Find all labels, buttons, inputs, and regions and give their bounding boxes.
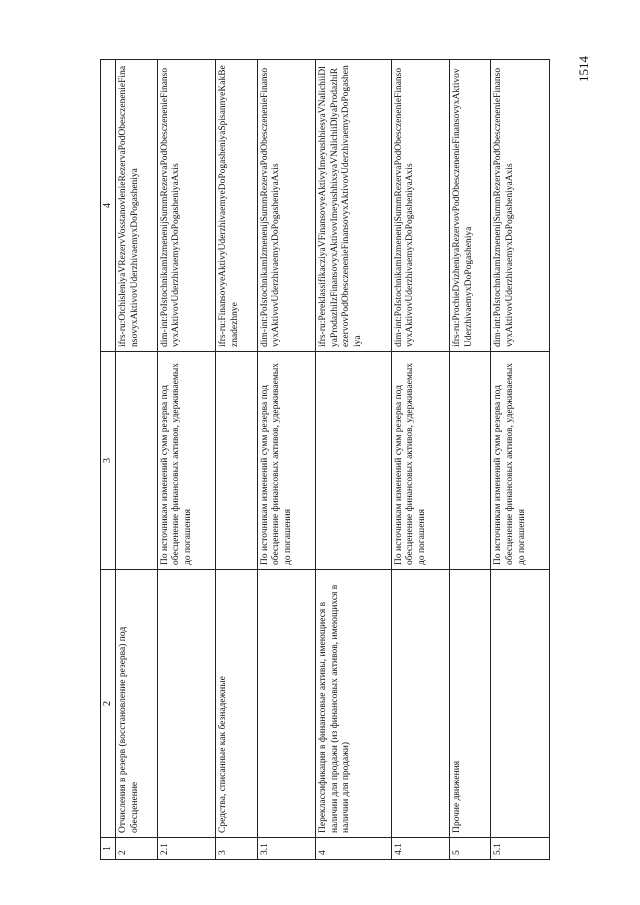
row-dimension — [216, 352, 257, 570]
row-dimension — [116, 352, 157, 570]
table-row — [450, 60, 491, 860]
row-number: 5 — [450, 838, 491, 860]
row-code: ifrs-ru:ProchieDvizheniyaRezervovPodObesczenenieFinansovyxAktivovUderzhivaemyxDoPogasheniya — [450, 60, 491, 352]
row-dimension — [450, 352, 491, 570]
row-code: ifrs-ru:PereklassifikacziyaVFinansovyeAktivyImeyushhiesyaVNalichiiDlyaProdazhiIzFinansovyxAktivovImeyushhixsyaVNalichiiDlyaProdazhiRezervovPodObesczenenieFinansovyxAktivovUderzhivaemyxDoPogasheniya — [316, 60, 392, 352]
row-number: 5.1 — [491, 838, 550, 860]
row-number: 4.1 — [391, 838, 449, 860]
row-code: dim-int:PoIstochnikamIzmenenijSummRezervaPodObesczenenieFinansovyxAktivovUderzhivaemyxDoPogasheniyaAxis — [157, 60, 215, 352]
row-name: Отчисления в резерв (восстановление резерва) под обесценение — [116, 570, 157, 838]
row-name — [257, 570, 315, 838]
table-row — [316, 60, 392, 860]
column-header: 4 — [101, 60, 116, 352]
row-dimension: По источникам изменений сумм резерва под обесценение финансовых активов, удерживаемых до погашения — [257, 352, 315, 570]
row-code: ifrs-ru:FinansovyeAktivyUderzhivaemyeDoPogasheniyaSpisannyeKakBeznadezhnye — [216, 60, 257, 352]
column-header: 2 — [101, 570, 116, 838]
row-name — [491, 570, 550, 838]
table-row — [116, 60, 157, 860]
row-name — [157, 570, 215, 838]
row-code: dim-int:PoIstochnikamIzmenenijSummRezervaPodObesczenenieFinansovyxAktivovUderzhivaemyxDoPogasheniyaAxis — [257, 60, 315, 352]
row-dimension: По источникам изменений сумм резерва под обесценение финансовых активов, удерживаемых до погашения — [157, 352, 215, 570]
column-header: 1 — [101, 838, 116, 860]
row-name — [391, 570, 449, 838]
table-row — [257, 60, 315, 860]
table-row — [491, 60, 550, 860]
row-name: Переклассификация в финансовые активы, имеющиеся в наличии для продажи (из финансовых активов, имеющихся в наличии для продажи) — [316, 570, 392, 838]
table-row — [216, 60, 257, 860]
row-number: 3.1 — [257, 838, 315, 860]
row-code: ifrs-ru:OtchisleniyaVRezervVosstanovlenieRezervaPodObesczenenieFinansovyxAktivovUderzhivaemyxDoPogasheniya — [116, 60, 157, 352]
row-number: 2.1 — [157, 838, 215, 860]
row-dimension: По источникам изменений сумм резерва под обесценение финансовых активов, удерживаемых до погашения — [491, 352, 550, 570]
row-dimension: По источникам изменений сумм резерва под обесценение финансовых активов, удерживаемых до погашения — [391, 352, 449, 570]
row-number: 4 — [316, 838, 392, 860]
row-code: dim-int:PoIstochnikamIzmenenijSummRezervaPodObesczenenieFinansovyxAktivovUderzhivaemyxDoPogasheniyaAxis — [491, 60, 550, 352]
column-header: 3 — [101, 352, 116, 570]
row-code: dim-int:PoIstochnikamIzmenenijSummRezervaPodObesczenenieFinansovyxAktivovUderzhivaemyxDoPogasheniyaAxis — [391, 60, 449, 352]
rotated-table-container — [100, 60, 550, 860]
row-name: Средства, списанные как безнадежные — [216, 570, 257, 838]
taxonomy-table — [100, 59, 550, 860]
row-dimension — [316, 352, 392, 570]
page-number: 1514 — [576, 56, 591, 82]
table-row — [157, 60, 215, 860]
row-name: Прочие движения — [450, 570, 491, 838]
row-number: 2 — [116, 838, 157, 860]
table-row — [391, 60, 449, 860]
header-row — [101, 60, 116, 860]
row-number: 3 — [216, 838, 257, 860]
